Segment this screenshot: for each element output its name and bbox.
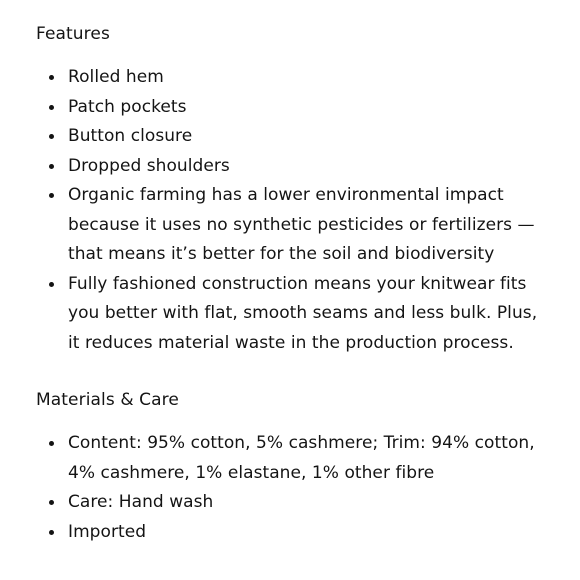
list-item: [36, 93, 544, 123]
list-item-text: Patch pockets: [68, 96, 187, 117]
list-item-text: Organic farming has a lower environmental impact because it uses no synthetic pesticides or fertilizers — that means it’s better for the soil and biodiversity: [68, 185, 535, 264]
materials-heading: Materials & Care: [36, 390, 179, 410]
bullet-icon: [49, 75, 54, 80]
list-item: [36, 270, 544, 359]
list-item-text: Dropped shoulders: [68, 155, 230, 176]
section-spacer: [36, 358, 544, 388]
list-item: [36, 429, 544, 488]
list-item-text: Button closure: [68, 126, 193, 146]
bullet-icon: [49, 134, 54, 139]
list-item-text: Imported: [68, 521, 147, 542]
list-item: [36, 63, 544, 93]
features-heading: Features: [36, 24, 110, 44]
list-item-text: Content: 95% cotton, 5% cashmere; Trim: 94% cotton, 4% cashmere, 1% elastane, 1% other fibre: [68, 433, 535, 483]
list-item: [36, 518, 544, 548]
bullet-icon: [49, 500, 54, 505]
list-item-text: Care: Hand wash: [68, 492, 214, 512]
bullet-icon: [49, 105, 54, 110]
bullet-icon: [49, 193, 54, 198]
list-item: [36, 181, 544, 270]
bullet-icon: [49, 441, 54, 446]
list-item-text: Fully fashioned construction means your knitwear fits you better with flat, smooth seams and less bulk. Plus, it reduces material waste in the production process.: [68, 273, 538, 353]
bullet-icon: [49, 530, 54, 535]
bullet-icon: [49, 164, 54, 169]
list-item: [36, 488, 544, 518]
bullet-icon: [49, 282, 54, 287]
features-list: [36, 63, 544, 358]
list-item: [36, 122, 544, 152]
materials-list: [36, 429, 544, 547]
list-item: [36, 152, 544, 182]
list-item-text: Rolled hem: [68, 67, 164, 87]
